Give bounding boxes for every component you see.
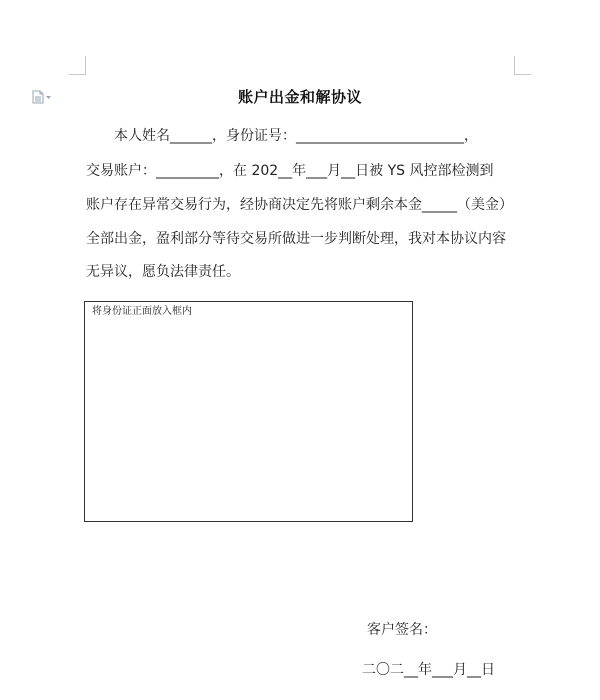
page-margin-corner-top-left [69,56,86,75]
paragraph-line-3: 账户存在异常交易行为，经协商决定先将账户剩余本金_____（美金） [86,197,513,213]
document-title: 账户出金和解协议 [237,88,362,106]
paragraph-line-4: 全部出金，盈利部分等待交易所做进一步判断处理，我对本协议内容 [86,231,506,247]
id-card-photo-box [84,301,413,522]
paragraph-line-2: 交易账户：_________，在 202__年___月__日被 YS 风控部检测到 [86,163,494,179]
signature-date-line: 二〇二__年___月__日 [362,662,495,678]
paragraph-line-1: 本人姓名______，身份证号：________________________， [114,128,478,144]
paragraph-line-5: 无异议，愿负法律责任。 [86,264,240,280]
id-box-label: 将身份证正面放入框内 [92,306,192,317]
customer-signature-label: 客户签名： [367,622,437,638]
page-margin-corner-top-right [514,56,531,75]
